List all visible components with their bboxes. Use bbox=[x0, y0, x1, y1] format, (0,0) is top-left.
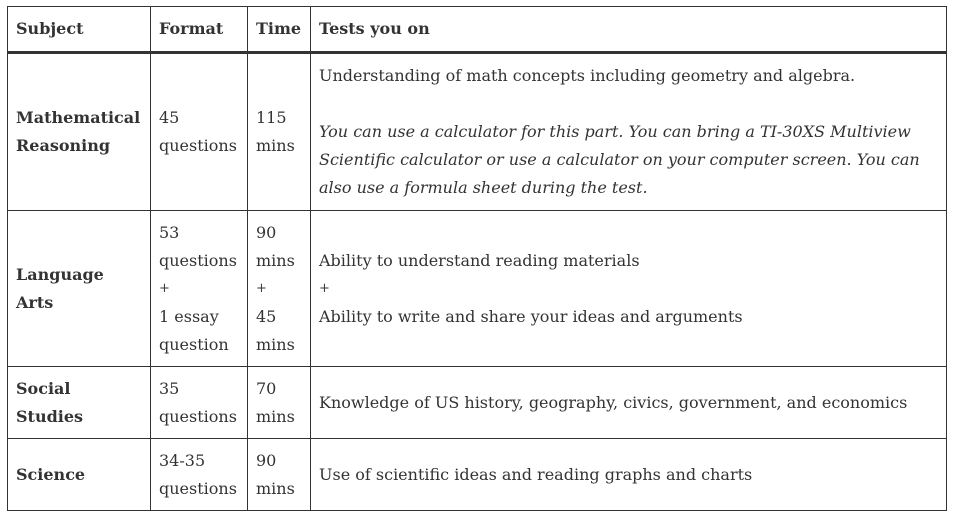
ged-subjects-table bbox=[7, 6, 947, 511]
format-part-b: 1 essay question bbox=[159, 306, 229, 354]
format-cell: 35 questions bbox=[151, 367, 248, 439]
format-cell bbox=[151, 211, 248, 367]
subject-cell: Science bbox=[8, 439, 151, 511]
time-cell: 70 mins bbox=[248, 367, 311, 439]
header-tests: Tests you on bbox=[311, 7, 947, 53]
format-cell: 45 questions bbox=[151, 53, 248, 211]
tests-cell: Use of scientific ideas and reading graphs and charts bbox=[311, 439, 947, 511]
header-subject: Subject bbox=[8, 7, 151, 53]
format-cell: 34-35 questions bbox=[151, 439, 248, 511]
subject-cell: Social Studies bbox=[8, 367, 151, 439]
plus-sign: + bbox=[319, 280, 330, 296]
calculator-note: You can use a calculator for this part. You can bring a TI-30XS Multiview Scientific calculator or use a calculator on your computer screen. You can also use a formula sheet during the test. bbox=[319, 122, 920, 197]
plus-sign: + bbox=[159, 280, 170, 296]
tests-part-b: Ability to write and share your ideas and arguments bbox=[319, 306, 743, 326]
header-format: Format bbox=[151, 7, 248, 53]
table-row-science bbox=[8, 439, 947, 511]
subject-cell: Language Arts bbox=[8, 211, 151, 367]
header-time: Time bbox=[248, 7, 311, 53]
table-row-math bbox=[8, 53, 947, 211]
table-header-row bbox=[8, 7, 947, 53]
plus-sign: + bbox=[256, 280, 267, 296]
table-row-social-studies bbox=[8, 367, 947, 439]
tests-main-text: Understanding of math concepts including geometry and algebra. bbox=[319, 66, 856, 85]
tests-cell bbox=[311, 211, 947, 367]
time-cell bbox=[248, 211, 311, 367]
time-part-b: 45 mins bbox=[256, 306, 295, 354]
time-cell: 90 mins bbox=[248, 439, 311, 511]
tests-part-a: Ability to understand reading materials bbox=[319, 250, 640, 270]
tests-cell: Knowledge of US history, geography, civics, government, and economics bbox=[311, 367, 947, 439]
time-part-a: 90 mins bbox=[256, 222, 295, 270]
tests-cell bbox=[311, 53, 947, 211]
time-cell: 115 mins bbox=[248, 53, 311, 211]
subject-cell: Mathematical Reasoning bbox=[8, 53, 151, 211]
format-part-a: 53 questions bbox=[159, 222, 237, 270]
table-row-language-arts bbox=[8, 211, 947, 367]
